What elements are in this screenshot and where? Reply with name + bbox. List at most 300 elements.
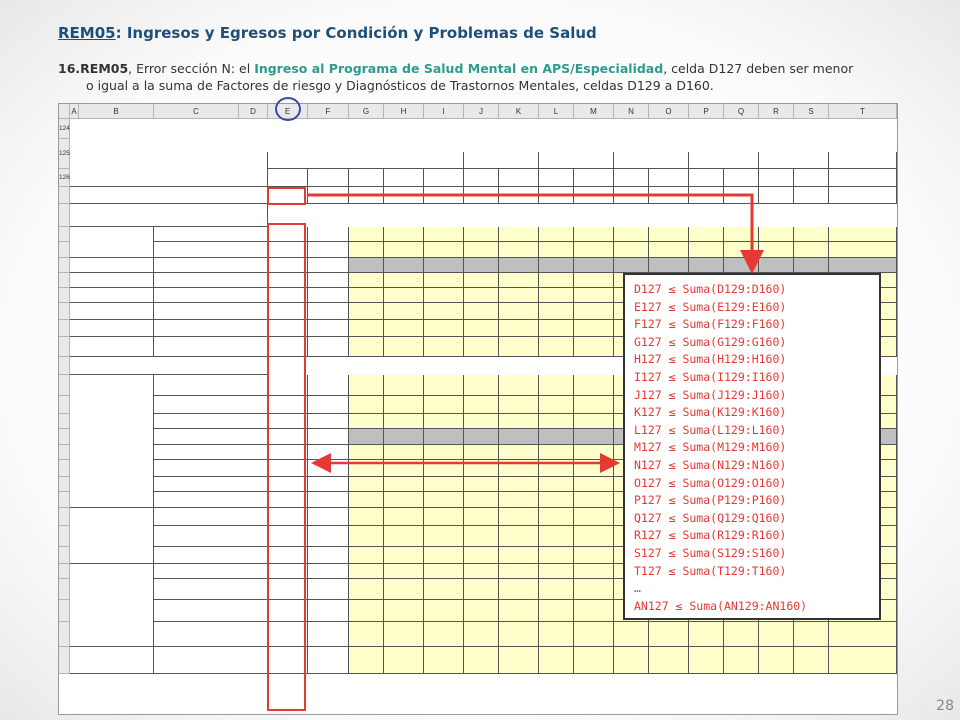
slide-title [58,24,597,42]
data-cell [349,414,384,429]
row-header [59,477,70,492]
data-cell [424,492,464,508]
row-header: 126 [59,169,70,187]
data-cell [308,508,349,526]
data-cell [689,258,724,273]
column-header: O [649,104,689,119]
row-header [59,526,70,547]
data-cell [384,258,424,273]
formula-line: N127 ≤ Suma(N129:N160) [634,457,787,472]
data-cell [239,460,268,477]
data-cell [239,258,268,273]
data-cell [349,273,384,288]
data-cell [539,187,574,204]
data-cell [349,288,384,303]
data-cell [424,396,464,414]
label-spacer [70,273,154,288]
data-cell [829,227,897,242]
header-mujeres [424,169,464,187]
data-cell [424,242,464,258]
data-cell [464,242,499,258]
column-header: F [308,104,349,119]
data-cell [384,375,424,396]
data-cell [464,414,499,429]
data-cell [574,564,614,579]
header-blank [239,152,268,187]
formula-line: AN127 ≤ Suma(AN129:AN160) [634,598,808,613]
title-code[interactable]: REM05 [58,24,116,42]
data-cell [308,547,349,564]
row-header: 125 [59,139,70,169]
data-cell [464,526,499,547]
row-header [59,204,70,227]
data-cell [424,564,464,579]
group-label [70,375,154,508]
data-cell [649,187,689,204]
data-cell [539,320,574,337]
data-cell [384,337,424,357]
data-cell [499,227,539,242]
row-header [59,564,70,579]
data-cell [349,508,384,526]
data-cell [349,303,384,320]
header-age-group [689,152,759,169]
column-header: P [689,104,724,119]
data-cell [464,375,499,396]
desc-code: REM05 [80,61,129,76]
page-number: 28 [936,698,954,714]
data-cell [424,547,464,564]
formula-line: I127 ≤ Suma(I129:I160) [634,369,787,384]
data-cell [308,227,349,242]
row-header [59,242,70,258]
data-cell [499,320,539,337]
row-header [59,357,70,375]
data-cell [539,622,574,647]
data-cell [349,227,384,242]
data-cell [384,242,424,258]
data-cell [424,187,464,204]
data-cell [464,460,499,477]
data-cell [759,187,794,204]
row-header: 124 [59,119,70,139]
data-cell [614,622,649,647]
data-cell [384,320,424,337]
data-cell [574,508,614,526]
data-cell [308,414,349,429]
data-cell [464,320,499,337]
row-header [59,414,70,429]
row-header [59,227,70,242]
data-cell [384,547,424,564]
data-cell [239,622,268,647]
desc-part1: , Error sección N: el [128,61,255,76]
cell-d127-highlight [267,187,306,205]
column-header: L [539,104,574,119]
data-cell [349,429,384,445]
data-cell [308,460,349,477]
data-cell [539,337,574,357]
row-header [59,303,70,320]
header-age-group [384,152,464,169]
data-cell [759,622,794,647]
data-cell [464,600,499,622]
data-cell [308,288,349,303]
data-cell [239,579,268,600]
data-cell [308,526,349,547]
data-cell [499,429,539,445]
data-cell [424,445,464,460]
data-cell [539,564,574,579]
data-cell [499,564,539,579]
data-cell [499,288,539,303]
data-cell [349,647,384,674]
data-cell [308,337,349,357]
data-cell [424,600,464,622]
slide-description [58,60,938,94]
data-cell [349,242,384,258]
group-label [70,508,154,564]
row-header [59,288,70,303]
data-cell [384,526,424,547]
data-cell [499,337,539,357]
data-cell [464,273,499,288]
column-header: N [614,104,649,119]
data-cell [464,564,499,579]
header-mujeres [349,169,384,187]
data-cell [384,600,424,622]
header-total [268,152,388,169]
data-cell [239,508,268,526]
data-cell [239,647,268,674]
data-cell [794,258,829,273]
data-cell [829,187,897,204]
header-hombres [308,169,349,187]
data-cell [239,187,268,204]
data-cell [574,445,614,460]
data-cell [424,579,464,600]
data-cell [574,414,614,429]
data-cell [384,564,424,579]
data-cell [499,508,539,526]
data-cell [239,477,268,492]
label-spacer [70,320,154,337]
data-cell [239,227,268,242]
data-cell [499,526,539,547]
group-label [70,564,154,647]
data-cell [499,445,539,460]
data-cell [724,647,759,674]
desc-part2: , celda D127 deben ser menor [663,61,854,76]
data-cell [499,647,539,674]
range-d129-d160-highlight [267,223,306,711]
desc-number: 16. [58,61,81,76]
data-cell [384,396,424,414]
data-cell [384,460,424,477]
header-mujeres [574,169,614,187]
data-cell [424,337,464,357]
data-cell [574,600,614,622]
data-cell [384,187,424,204]
data-cell [308,564,349,579]
data-cell [539,414,574,429]
data-cell [574,337,614,357]
data-cell [539,288,574,303]
data-cell [574,273,614,288]
formula-line: E127 ≤ Suma(E129:E160) [634,299,787,314]
data-cell [614,242,649,258]
header-motivo [70,152,265,187]
data-cell [499,460,539,477]
formula-line: O127 ≤ Suma(O129:O160) [634,475,787,490]
data-cell [574,647,614,674]
data-cell [829,647,897,674]
header-hombres [759,169,794,187]
formula-line: T127 ≤ Suma(T129:T160) [634,563,787,578]
data-cell [649,242,689,258]
row-header [59,508,70,526]
data-cell [384,227,424,242]
data-cell [349,492,384,508]
data-cell [384,429,424,445]
data-cell [794,622,829,647]
data-cell [539,445,574,460]
data-cell [464,445,499,460]
data-cell [759,227,794,242]
data-cell [689,227,724,242]
data-cell [499,273,539,288]
data-cell [349,187,384,204]
data-cell [349,579,384,600]
row-header [59,337,70,357]
data-cell [464,187,499,204]
row-header [59,622,70,647]
data-cell [499,547,539,564]
data-cell [539,460,574,477]
data-cell [424,258,464,273]
data-cell [464,579,499,600]
group-label [70,227,154,258]
data-cell [499,258,539,273]
data-cell [794,187,829,204]
label-spacer [70,647,154,674]
data-cell [239,242,268,258]
formula-line: Q127 ≤ Suma(Q129:Q160) [634,510,787,525]
header-mujeres [794,169,829,187]
data-cell [574,622,614,647]
header-hombres [384,169,424,187]
formula-line: R127 ≤ Suma(R129:R160) [634,528,787,543]
data-cell [239,564,268,579]
data-cell [424,273,464,288]
data-cell [239,445,268,460]
data-cell [424,227,464,242]
data-cell [649,258,689,273]
data-cell [424,647,464,674]
data-cell [239,303,268,320]
data-cell [539,579,574,600]
data-cell [424,429,464,445]
data-cell [464,547,499,564]
data-cell [464,477,499,492]
data-cell [349,460,384,477]
data-cell [239,547,268,564]
data-cell [574,187,614,204]
data-cell [239,396,268,414]
label-spacer [70,337,154,357]
data-cell [539,508,574,526]
data-cell [724,622,759,647]
data-cell [614,647,649,674]
data-cell [384,647,424,674]
data-cell [424,508,464,526]
data-cell [424,460,464,477]
desc-highlight: Ingreso al Programa de Salud Mental en APS/Especialidad [254,61,664,76]
data-cell [384,477,424,492]
data-cell [794,227,829,242]
data-cell [499,303,539,320]
data-cell [464,622,499,647]
data-cell [539,303,574,320]
data-cell [829,622,897,647]
data-cell [424,288,464,303]
data-cell [464,337,499,357]
data-cell [499,492,539,508]
data-cell [539,396,574,414]
row-header [59,320,70,337]
label-spacer [70,303,154,320]
column-header: K [499,104,539,119]
data-cell [649,622,689,647]
column-header: D [239,104,268,119]
data-cell [464,492,499,508]
data-cell [499,477,539,492]
data-cell [499,414,539,429]
header-age-group [464,152,539,169]
data-cell [384,414,424,429]
data-cell [464,303,499,320]
data-cell [574,288,614,303]
data-cell [499,579,539,600]
column-header: R [759,104,794,119]
formula-line: J127 ≤ Suma(J129:J160) [634,387,787,402]
data-cell [689,622,724,647]
column-header: M [574,104,614,119]
column-header: H [384,104,424,119]
data-cell [464,429,499,445]
label-spacer [70,258,154,273]
desc-line2: o igual a la suma de Factores de riesgo y Diagnósticos de Trastornos Mentales, celdas D129 a D160. [86,78,714,93]
data-cell [239,375,268,396]
data-cell [349,622,384,647]
data-cell [574,320,614,337]
data-cell [539,547,574,564]
data-cell [308,492,349,508]
data-cell [424,320,464,337]
data-cell [539,477,574,492]
data-cell [574,242,614,258]
data-cell [539,600,574,622]
row-header [59,396,70,414]
data-cell [724,187,759,204]
data-cell [539,242,574,258]
data-cell [499,375,539,396]
formula-line: L127 ≤ Suma(L129:L160) [634,422,787,437]
data-cell [349,258,384,273]
data-cell [424,414,464,429]
data-cell [308,600,349,622]
header-hombres [539,169,574,187]
header-hombres [689,169,724,187]
column-header: T [829,104,897,119]
formula-line: M127 ≤ Suma(M129:M160) [634,440,787,455]
data-cell [574,258,614,273]
header-age-group [829,152,897,169]
data-cell [349,600,384,622]
data-cell [239,526,268,547]
data-cell [539,429,574,445]
formula-line: S127 ≤ Suma(S129:S160) [634,545,787,560]
row-header [59,600,70,622]
data-cell [794,647,829,674]
row-header [59,492,70,508]
row-header [59,258,70,273]
data-cell [384,273,424,288]
data-cell [539,227,574,242]
data-cell [759,647,794,674]
data-cell [384,508,424,526]
data-cell [308,303,349,320]
data-cell [239,337,268,357]
data-cell [689,187,724,204]
header-hombres [829,169,897,187]
formula-line: G127 ≤ Suma(G129:G160) [634,334,787,349]
row-header [59,647,70,674]
row-header [59,187,70,204]
data-cell [614,258,649,273]
formula-line: P127 ≤ Suma(P129:P160) [634,493,787,508]
data-cell [308,396,349,414]
column-header: A [70,104,79,119]
data-cell [539,258,574,273]
data-cell [308,445,349,460]
data-cell [724,258,759,273]
row-header [59,375,70,396]
data-cell [308,320,349,337]
data-cell [424,526,464,547]
data-cell [574,429,614,445]
data-cell [574,375,614,396]
data-cell [614,187,649,204]
data-cell [499,187,539,204]
header-mujeres [499,169,539,187]
data-cell [239,414,268,429]
data-cell [349,564,384,579]
data-cell [239,288,268,303]
data-cell [464,508,499,526]
data-cell [829,258,897,273]
data-cell [464,258,499,273]
data-cell [308,622,349,647]
data-cell [239,273,268,288]
section-title [71,134,897,154]
column-header: Q [724,104,759,119]
data-cell [649,647,689,674]
data-cell [424,303,464,320]
data-cell [499,242,539,258]
data-cell [239,429,268,445]
data-cell [724,227,759,242]
